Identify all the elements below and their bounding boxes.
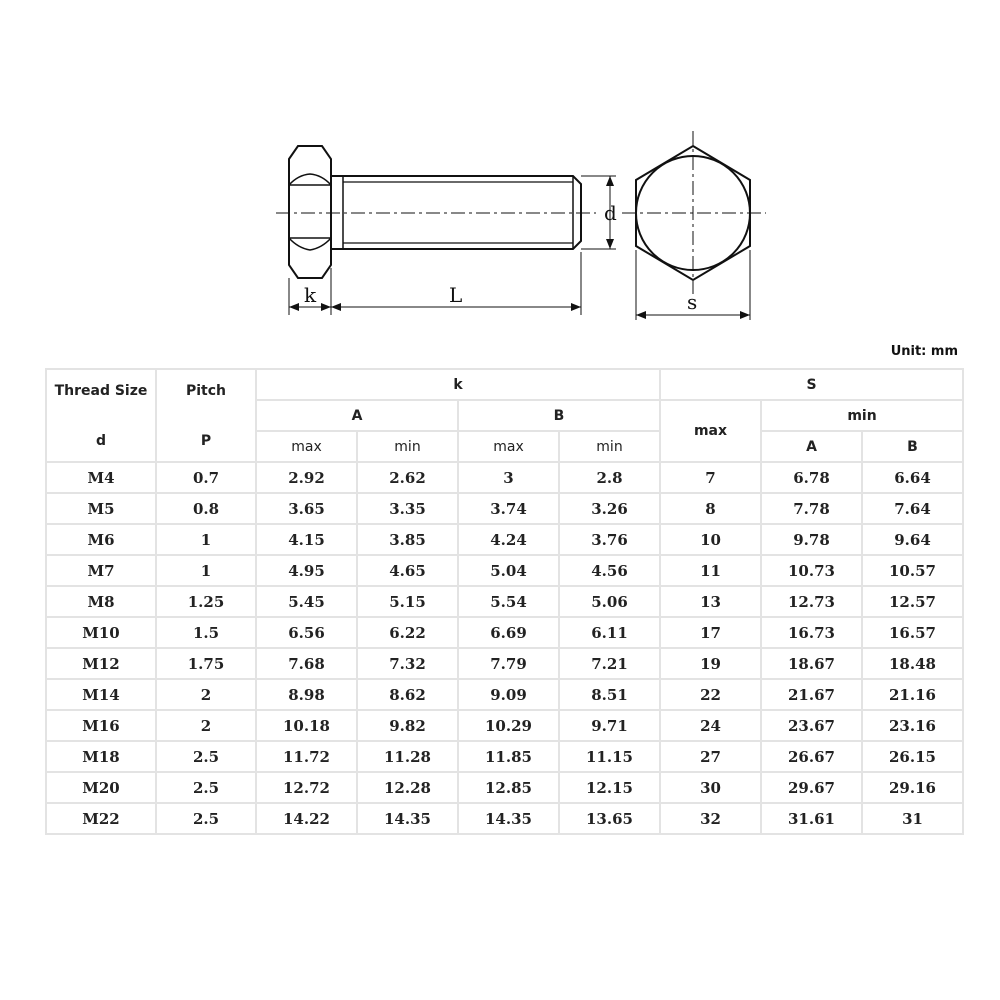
header-s-max: max (660, 400, 761, 462)
table-row (46, 803, 963, 834)
cell: 9.82 (357, 710, 458, 741)
cell: 10.57 (862, 555, 963, 586)
cell: 31.61 (761, 803, 862, 834)
cell: 10.18 (256, 710, 357, 741)
cell: M5 (46, 493, 156, 524)
cell: M14 (46, 679, 156, 710)
cell: 17 (660, 617, 761, 648)
cell: 14.35 (357, 803, 458, 834)
cell: 8.51 (559, 679, 660, 710)
cell: 5.45 (256, 586, 357, 617)
cell: 1 (156, 524, 256, 555)
cell: 7.64 (862, 493, 963, 524)
cell: 12.57 (862, 586, 963, 617)
cell: M8 (46, 586, 156, 617)
header-k-a-max: max (256, 431, 357, 462)
cell: M10 (46, 617, 156, 648)
table-row (46, 710, 963, 741)
cell: 2.92 (256, 462, 357, 493)
cell: 26.15 (862, 741, 963, 772)
cell: M16 (46, 710, 156, 741)
cell: 30 (660, 772, 761, 803)
cell: 21.16 (862, 679, 963, 710)
cell: M22 (46, 803, 156, 834)
cell: 22 (660, 679, 761, 710)
cell: M12 (46, 648, 156, 679)
label-d: d (604, 201, 617, 225)
header-k-a-min: min (357, 431, 458, 462)
cell: 7.68 (256, 648, 357, 679)
cell: 10.29 (458, 710, 559, 741)
cell: 3.35 (357, 493, 458, 524)
label-s: s (687, 290, 698, 314)
cell: M6 (46, 524, 156, 555)
bolt-spec-table (45, 368, 964, 835)
cell: 18.67 (761, 648, 862, 679)
header-s-min: min (761, 400, 963, 431)
cell: 32 (660, 803, 761, 834)
header-thread-size (46, 369, 156, 462)
cell: 2 (156, 710, 256, 741)
cell: 13.65 (559, 803, 660, 834)
cell: 8 (660, 493, 761, 524)
bolt-dimension-diagram (0, 0, 1000, 340)
cell: 26.67 (761, 741, 862, 772)
cell: M20 (46, 772, 156, 803)
cell: 3.74 (458, 493, 559, 524)
table-row (46, 648, 963, 679)
cell: 19 (660, 648, 761, 679)
header-k-b-min: min (559, 431, 660, 462)
cell: 16.57 (862, 617, 963, 648)
cell: 12.28 (357, 772, 458, 803)
cell: 4.95 (256, 555, 357, 586)
cell: 3.26 (559, 493, 660, 524)
cell: M18 (46, 741, 156, 772)
table-row (46, 462, 963, 493)
cell: 2.5 (156, 741, 256, 772)
cell: 2.8 (559, 462, 660, 493)
cell: 6.22 (357, 617, 458, 648)
label-k: k (304, 283, 317, 307)
cell: 7.79 (458, 648, 559, 679)
table-row (46, 493, 963, 524)
cell: 29.67 (761, 772, 862, 803)
cell: 9.71 (559, 710, 660, 741)
cell: 3.85 (357, 524, 458, 555)
cell: 1.25 (156, 586, 256, 617)
cell: 11.85 (458, 741, 559, 772)
cell: 5.06 (559, 586, 660, 617)
cell: 14.35 (458, 803, 559, 834)
cell: 6.11 (559, 617, 660, 648)
cell: 1 (156, 555, 256, 586)
cell: 8.98 (256, 679, 357, 710)
header-pitch (156, 369, 256, 462)
header-s-min-b: B (862, 431, 963, 462)
cell: 9.78 (761, 524, 862, 555)
label-L: L (449, 283, 463, 307)
cell: 4.56 (559, 555, 660, 586)
header-k-b-max: max (458, 431, 559, 462)
cell: 9.09 (458, 679, 559, 710)
cell: 11.28 (357, 741, 458, 772)
cell: 7.78 (761, 493, 862, 524)
cell: 23.67 (761, 710, 862, 741)
header-k: k (256, 369, 660, 400)
cell: 0.8 (156, 493, 256, 524)
header-k-a: A (256, 400, 458, 431)
cell: 27 (660, 741, 761, 772)
table-row (46, 617, 963, 648)
cell: 6.78 (761, 462, 862, 493)
table-row (46, 679, 963, 710)
table-row (46, 772, 963, 803)
cell: 12.72 (256, 772, 357, 803)
cell: 10 (660, 524, 761, 555)
cell: 24 (660, 710, 761, 741)
cell: 2.62 (357, 462, 458, 493)
header-thread-size-label: Thread Size (54, 382, 148, 399)
cell: 5.15 (357, 586, 458, 617)
header-pitch-label: Pitch (185, 382, 227, 399)
cell: 3.65 (256, 493, 357, 524)
cell: 3.76 (559, 524, 660, 555)
cell: 9.64 (862, 524, 963, 555)
cell: 4.65 (357, 555, 458, 586)
cell: 1.5 (156, 617, 256, 648)
table-row (46, 741, 963, 772)
cell: 7 (660, 462, 761, 493)
cell: 12.15 (559, 772, 660, 803)
cell: 7.21 (559, 648, 660, 679)
cell: 11 (660, 555, 761, 586)
cell: 14.22 (256, 803, 357, 834)
cell: 11.72 (256, 741, 357, 772)
cell: 21.67 (761, 679, 862, 710)
header-thread-size-symbol: d (95, 432, 107, 449)
bolt-head-outline (289, 146, 331, 278)
table-row (46, 586, 963, 617)
cell: 3 (458, 462, 559, 493)
cell: 5.04 (458, 555, 559, 586)
cell: 2.5 (156, 803, 256, 834)
cell: 12.73 (761, 586, 862, 617)
cell: 12.85 (458, 772, 559, 803)
cell: 1.75 (156, 648, 256, 679)
header-s: S (660, 369, 963, 400)
header-pitch-symbol: P (200, 432, 212, 449)
cell: 18.48 (862, 648, 963, 679)
header-k-b: B (458, 400, 660, 431)
cell: 10.73 (761, 555, 862, 586)
cell: M4 (46, 462, 156, 493)
cell: 4.15 (256, 524, 357, 555)
cell: 0.7 (156, 462, 256, 493)
cell: 8.62 (357, 679, 458, 710)
cell: M7 (46, 555, 156, 586)
cell: 23.16 (862, 710, 963, 741)
cell: 29.16 (862, 772, 963, 803)
header-s-min-a: A (761, 431, 862, 462)
cell: 16.73 (761, 617, 862, 648)
cell: 6.64 (862, 462, 963, 493)
cell: 2.5 (156, 772, 256, 803)
unit-label: Unit: mm (890, 344, 958, 359)
cell: 5.54 (458, 586, 559, 617)
cell: 6.56 (256, 617, 357, 648)
cell: 4.24 (458, 524, 559, 555)
table-row (46, 555, 963, 586)
table-row (46, 524, 963, 555)
cell: 2 (156, 679, 256, 710)
cell: 11.15 (559, 741, 660, 772)
cell: 7.32 (357, 648, 458, 679)
cell: 13 (660, 586, 761, 617)
cell: 6.69 (458, 617, 559, 648)
cell: 31 (862, 803, 963, 834)
